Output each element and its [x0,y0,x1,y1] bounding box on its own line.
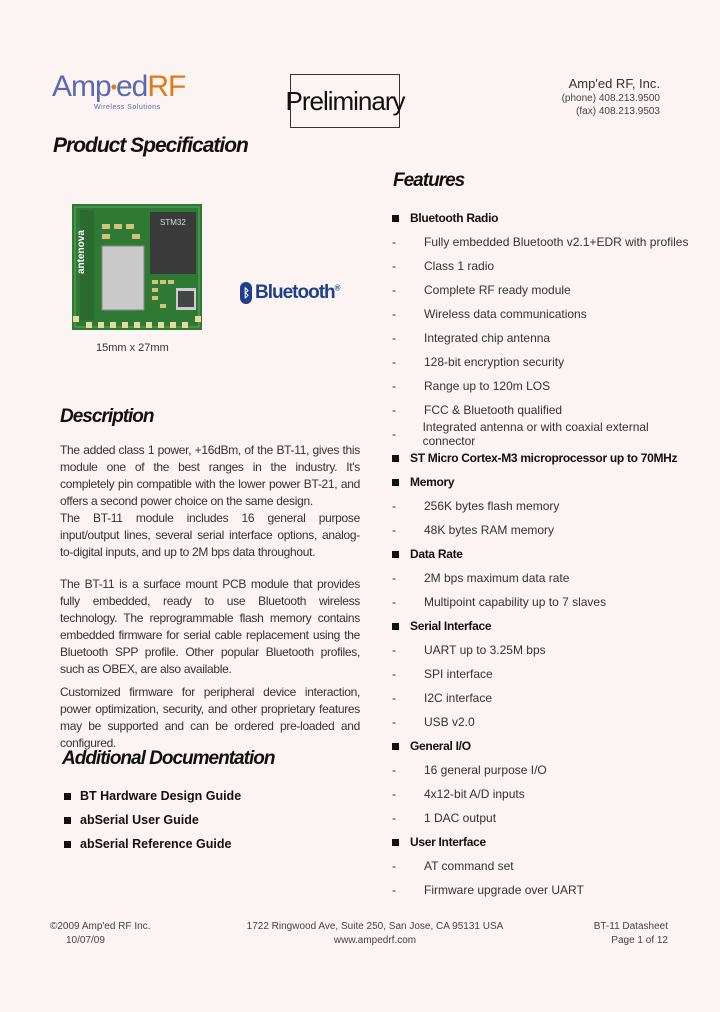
dash-bullet-icon: - [392,403,396,417]
company-phone: (phone) 408.213.9500 [561,93,660,104]
dash-bullet-icon: - [392,595,396,609]
footer-page: Page 1 of 12 [611,935,668,946]
footer-left [50,920,150,948]
feature-item [392,278,692,302]
feature-text: Class 1 radio [424,259,495,273]
feature-category [392,734,692,758]
feature-category [392,614,692,638]
bullet-square-icon [392,623,399,630]
dash-bullet-icon: - [392,355,396,369]
doc-item[interactable] [64,832,241,856]
feature-text: User Interface [410,835,486,849]
footer-right [594,920,668,948]
feature-text: Fully embedded Bluetooth v2.1+EDR with profiles [424,235,689,249]
feature-item [392,710,692,734]
bullet-square-icon [392,839,399,846]
preliminary-label: Preliminary [285,85,405,116]
description-paragraph-1: The added class 1 power, +16dBm, of the BT-11, gives this module one of the best ranges in the industry. It's completely pin compatible with the lower power BT-21, and offers a second power choice on the same design. [60,443,360,508]
description-paragraph-2: The BT-11 module includes 16 general purpose input/output lines, several serial interface options, analog-to-digital inputs, and up to 2M bps data throughout. [60,511,360,559]
dash-bullet-icon: - [392,259,396,273]
feature-text: ST Micro Cortex-M3 microprocessor up to 70MHz [410,451,678,465]
dash-bullet-icon: - [392,859,396,873]
feature-text: Firmware upgrade over UART [424,883,584,897]
feature-item [392,590,692,614]
feature-item [392,686,692,710]
feature-item [392,350,692,374]
amped-rf-logo [52,70,186,128]
feature-text: 128-bit encryption security [424,355,565,369]
feature-text: Range up to 120m LOS [424,379,551,393]
feature-category [392,206,692,230]
feature-text: Memory [410,475,455,489]
dash-bullet-icon: - [392,283,396,297]
feature-item [392,374,692,398]
feature-text: Integrated antenna or with coaxial external connector [422,420,649,448]
feature-text: Bluetooth Radio [410,211,499,225]
dash-bullet-icon: - [392,667,396,681]
feature-item [392,878,692,902]
feature-item [392,302,692,326]
feature-text: SPI interface [424,667,493,681]
additional-docs-heading: Additional Documentation [62,748,275,769]
feature-text: General I/O [410,739,471,753]
bullet-square-icon [392,743,399,750]
feature-text: 256K bytes flash memory [424,499,560,513]
dash-bullet-icon: - [392,811,396,825]
doc-item-label: abSerial User Guide [80,813,199,827]
dash-bullet-icon: - [392,235,396,249]
feature-text: 1 DAC output [424,811,497,825]
company-info [562,76,660,118]
dash-bullet-icon: - [392,715,396,729]
feature-item [392,662,692,686]
feature-category [392,830,692,854]
bluetooth-reg: ® [334,283,340,293]
feature-item [392,782,692,806]
feature-text: Data Rate [410,547,463,561]
feature-item [392,566,692,590]
company-name: Amp'ed RF, Inc. [568,76,660,91]
feature-item [392,398,692,422]
company-fax: (fax) 408.213.9503 [576,106,660,117]
logo-dot: • [110,77,116,97]
dash-bullet-icon: - [392,307,396,321]
feature-text: Complete RF ready module [424,283,571,297]
description-heading: Description [60,406,154,427]
doc-item[interactable] [64,784,241,808]
dash-bullet-icon: - [392,379,396,393]
dash-bullet-icon: - [392,331,396,345]
dash-bullet-icon: - [392,883,396,897]
module-chip-label: STM32 [160,218,186,227]
doc-item[interactable] [64,808,241,832]
dash-bullet-icon: - [392,763,396,777]
bullet-square-icon [392,455,399,462]
module-antenna-brand: antenova [76,230,87,274]
features-list [392,206,692,902]
logo-rf: RF [147,70,186,103]
bullet-square-icon [392,551,399,558]
feature-text: USB v2.0 [424,715,475,729]
feature-category [392,446,692,470]
footer-date: 10/07/09 [66,935,105,946]
feature-text: Wireless data communications [424,307,587,321]
bullet-square-icon [392,479,399,486]
footer-doc-name: BT-11 Datasheet [593,921,668,932]
logo-amp: Amp [52,70,111,103]
feature-item [392,758,692,782]
feature-item [392,854,692,878]
feature-text: 4x12-bit A/D inputs [424,787,525,801]
dash-bullet-icon: - [392,499,396,513]
feature-item [392,230,692,254]
feature-text: 48K bytes RAM memory [424,523,555,537]
feature-item [392,422,692,446]
page-title: Product Specification [53,134,248,157]
module-size-caption: 15mm x 27mm [96,342,169,354]
dash-bullet-icon: - [392,643,396,657]
logo-wordmark [52,70,186,103]
bluetooth-rune-icon: ᛒ [240,282,252,304]
footer-copyright: ©2009 Amp'ed RF Inc. [50,921,151,932]
bullet-square-icon [64,817,71,824]
dash-bullet-icon: - [392,523,396,537]
footer-address: 1722 Ringwood Ave, Suite 250, San Jose, CA 95131 USA [246,921,504,932]
feature-text: 2M bps maximum data rate [424,571,570,585]
features-heading: Features [393,170,465,191]
dash-bullet-icon: - [392,787,396,801]
feature-text: 16 general purpose I/O [424,763,547,777]
feature-category [392,542,692,566]
doc-item-label: BT Hardware Design Guide [80,789,242,803]
feature-text: I2C interface [424,691,493,705]
feature-item [392,638,692,662]
feature-text: Serial Interface [410,619,492,633]
bullet-square-icon [64,793,71,800]
bluetooth-wordmark: Bluetooth [255,282,335,304]
bluetooth-logo [240,282,340,304]
bullet-square-icon [64,841,71,848]
feature-item [392,326,692,350]
feature-category [392,470,692,494]
feature-text: Integrated chip antenna [424,331,551,345]
description-paragraph-4: Customized firmware for peripheral device interaction, power optimization, security, and other proprietary features may be supported and can be ordered pre-loaded and configured. [60,685,360,750]
doc-item-label: abSerial Reference Guide [80,837,232,851]
feature-text: AT command set [424,859,514,873]
bullet-square-icon [392,215,399,222]
feature-item [392,254,692,278]
additional-docs-list [64,784,241,856]
description-paragraph-3: The BT-11 is a surface mount PCB module that provides fully embedded, ready to use Bluetooth wireless technology. The reprogrammable flash memory contains embedded firmware for serial cable replacement using the Bluetooth SPP profile. Other popular Bluetooth profiles, such as OBEX, are also available. [60,577,360,676]
feature-text: FCC & Bluetooth qualified [424,403,563,417]
logo-tagline: Wireless Solutions [94,104,161,111]
logo-ed: ed [116,70,148,103]
feature-item [392,494,692,518]
preliminary-box [285,74,405,128]
feature-text: Multipoint capability up to 7 slaves [424,595,607,609]
module-image [72,204,202,330]
footer-website[interactable]: www.ampedrf.com [333,935,417,946]
feature-item [392,518,692,542]
feature-text: UART up to 3.25M bps [424,643,546,657]
dash-bullet-icon: - [392,571,396,585]
feature-item [392,806,692,830]
dash-bullet-icon: - [392,691,396,705]
footer-center [200,920,550,948]
dash-bullet-icon: - [392,427,396,441]
